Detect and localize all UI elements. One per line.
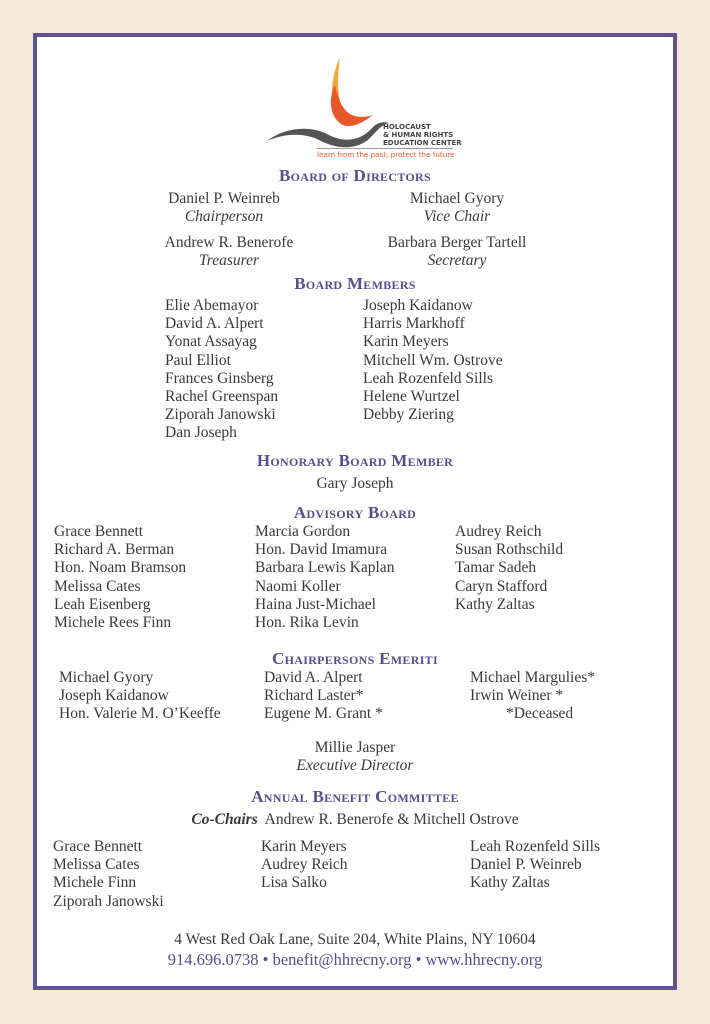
bullet-separator: • <box>262 950 269 969</box>
list-item: Rachel Greenspan <box>165 388 279 406</box>
footer-website-link[interactable]: www.hhrecny.org <box>425 950 543 969</box>
benefit-col-2 <box>261 838 348 893</box>
list-item: Elie Abemayor <box>165 297 259 314</box>
list-item: Richard Laster* <box>264 687 364 705</box>
list-item: Daniel P. Weinreb <box>470 856 582 874</box>
executive-director <box>37 739 673 775</box>
logo-line-2: & HUMAN RIGHTS <box>383 131 454 139</box>
officer-name: Michael Gyory <box>409 190 505 207</box>
list-item: David A. Alpert <box>165 315 264 333</box>
chairpersons-emeriti-heading: Chairpersons Emeriti <box>272 649 438 668</box>
list-item: Joseph Kaidanow <box>59 687 169 705</box>
list-item: Lisa Salko <box>261 874 327 892</box>
board-members-col-1 <box>165 297 278 443</box>
list-item: Karin Meyers <box>363 333 449 351</box>
list-item: Mitchell Wm. Ostrove <box>363 351 503 369</box>
advisory-col-2 <box>255 523 394 632</box>
list-item: Audrey Reich <box>455 523 542 540</box>
list-item: David A. Alpert <box>264 669 363 686</box>
list-item: Barbara Lewis Kaplan <box>255 559 395 577</box>
emeriti-col-3 <box>470 669 595 724</box>
list-item: Michele Rees Finn <box>54 614 172 632</box>
emeriti-col-2 <box>264 669 383 724</box>
list-item: Kathy Zaltas <box>470 874 550 892</box>
list-item: Leah Rozenfeld Sills <box>363 369 493 387</box>
list-item: Ziporah Janowski <box>165 406 276 424</box>
list-item: Debby Ziering <box>363 406 454 424</box>
list-item: Helene Wurtzel <box>363 388 460 406</box>
list-item: Eugene M. Grant * <box>264 705 383 723</box>
list-item: Audrey Reich <box>261 856 348 874</box>
officer-role: Treasurer <box>198 252 259 270</box>
board-members-col-2 <box>363 297 503 424</box>
list-item: Joseph Kaidanow <box>363 297 473 314</box>
officer-name: Barbara Berger Tartell <box>387 234 527 251</box>
officer-role: Secretary <box>427 252 487 270</box>
list-item: Hon. Valerie M. O’Keeffe <box>59 705 221 723</box>
footer-address: 4 West Red Oak Lane, Suite 204, White Plains, NY 10604 <box>174 931 536 948</box>
list-item: Michael Gyory <box>59 669 154 686</box>
list-item: Kathy Zaltas <box>455 595 535 613</box>
co-chairs-label: Co-Chairs <box>191 811 258 828</box>
list-item: Michael Margulies* <box>470 669 595 686</box>
officer-secretary <box>367 234 547 270</box>
logo-divider <box>317 148 453 149</box>
list-item: Frances Ginsberg <box>165 369 274 387</box>
bullet-separator: • <box>415 950 422 969</box>
list-item: Hon. Rika Levin <box>255 614 359 632</box>
list-item: Hon. David Imamura <box>255 541 388 559</box>
footer-email-link[interactable]: benefit@hhrecny.org <box>272 950 412 969</box>
list-item: Leah Rozenfeld Sills <box>470 838 600 855</box>
logo-line-3: EDUCATION CENTER <box>383 139 462 147</box>
list-item: Harris Markhoff <box>363 315 465 333</box>
list-item: Grace Bennett <box>54 523 144 540</box>
co-chairs-line <box>37 811 673 829</box>
co-chairs-names: Andrew R. Benerofe & Mitchell Ostrove <box>264 811 519 828</box>
list-item: Karin Meyers <box>261 838 347 855</box>
list-item: Ziporah Janowski <box>53 892 164 910</box>
list-item: Melissa Cates <box>54 577 141 595</box>
list-item: Naomi Koller <box>255 577 341 595</box>
list-item: Richard A. Berman <box>54 541 175 559</box>
officer-treasurer <box>144 234 314 270</box>
advisory-col-1 <box>54 523 186 632</box>
logo-wordmark <box>383 123 462 147</box>
executive-director-name: Millie Jasper <box>314 739 396 756</box>
logo-line-1: HOLOCAUST <box>383 123 431 131</box>
benefit-col-3 <box>470 838 600 893</box>
officer-vice-chair <box>382 190 532 226</box>
footer-phone[interactable]: 914.696.0738 <box>167 950 259 969</box>
honorary-board-member-heading: Honorary Board Member <box>256 451 454 470</box>
list-item: Leah Eisenberg <box>54 595 151 613</box>
list-item: Caryn Stafford <box>455 577 548 595</box>
deceased-note: *Deceased <box>506 705 574 723</box>
list-item: Paul Elliot <box>165 351 231 369</box>
list-item: Irwin Weiner * <box>470 687 564 705</box>
list-item: Haina Just-Michael <box>255 595 376 613</box>
list-item: Dan Joseph <box>165 424 237 442</box>
benefit-col-1 <box>53 838 164 911</box>
annual-benefit-committee-heading: Annual Benefit Committee <box>251 787 459 806</box>
list-item: Michele Finn <box>53 874 137 892</box>
list-item: Tamar Sadeh <box>455 559 537 577</box>
list-item: Hon. Noam Bramson <box>54 559 187 577</box>
emeriti-col-1 <box>59 669 221 724</box>
document-frame <box>33 33 677 990</box>
honorary-member-name: Gary Joseph <box>316 475 394 492</box>
officer-role: Vice Chair <box>423 208 491 226</box>
officer-role: Chairperson <box>184 208 264 226</box>
executive-director-role: Executive Director <box>296 757 414 775</box>
logo-tagline: learn from the past, protect the future <box>317 150 455 159</box>
list-item: Marcia Gordon <box>255 523 351 540</box>
officer-name: Andrew R. Benerofe <box>164 234 294 251</box>
board-of-directors-heading: Board of Directors <box>279 166 431 185</box>
officer-chair <box>154 190 294 226</box>
list-item: Melissa Cates <box>53 856 140 874</box>
advisory-col-3 <box>455 523 563 614</box>
list-item: Yonat Assayag <box>165 333 257 351</box>
officer-name: Daniel P. Weinreb <box>168 190 280 207</box>
board-members-heading: Board Members <box>294 274 416 293</box>
list-item: Susan Rothschild <box>455 541 564 559</box>
hhrec-logo <box>265 51 462 163</box>
footer-contact <box>37 950 673 970</box>
advisory-board-heading: Advisory Board <box>293 503 417 522</box>
list-item: Grace Bennett <box>53 838 143 855</box>
